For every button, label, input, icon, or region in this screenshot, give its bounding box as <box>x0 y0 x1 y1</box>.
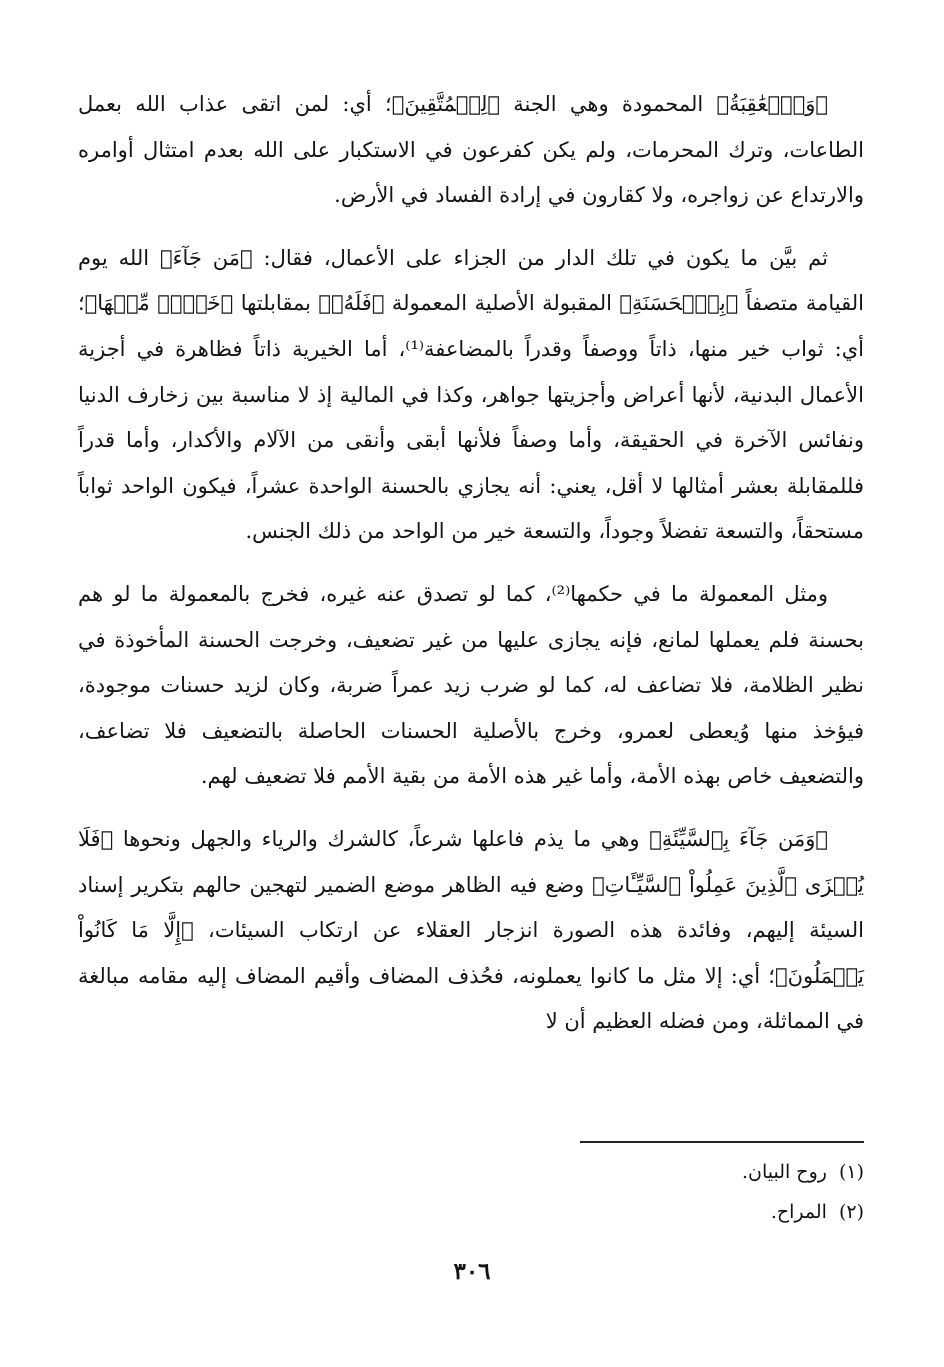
footnote-text: روح البيان. <box>741 1161 827 1183</box>
paragraph-3: ومثل المعمولة ما في حكمها⁽²⁾، كما لو تصدق عنه غيره، فخرج بالمعمولة ما لو هم بحسنة فلم يعملها لمانع، فإنه يجازى عليها من غير تضعيف، وخرجت الحسنة المأخوذة في نظير الظلامة، فلا تضاعف له، كما لو ضرب زيد عمراً ضربة، وكان لزيد حسنات موجودة، فيؤخذ منها وُيعطى لعمرو، وخرج بالأصلية الحسنات الحاصلة بالتضعيف فلا تضاعف، والتضعيف خاص بهذه الأمة، وأما غير هذه الأمة من بقية الأمم فلا تضعيف لهم. <box>78 581 865 789</box>
footnote-divider <box>580 1141 864 1143</box>
footnote-number: (٢) <box>838 1201 864 1223</box>
page-number: ٣٠٦ <box>453 1258 491 1285</box>
paragraph-1: ﴿وَٱلۡعَٰقِبَةُ﴾ المحمودة وهي الجنة ﴿لِلۡمُتَّقِينَ﴾؛ أي: لمن اتقى عذاب الله بعمل الطاعات، وترك المحرمات، ولم يكن كفرعون في الاستكبار على الله بعدم امتثال أوامره والارتداع عن زواجره، ولا كقارون في إرادة الفساد في الأرض. <box>78 92 864 208</box>
footnotes <box>78 1152 864 1232</box>
footnote-number: (١) <box>838 1161 864 1183</box>
main-text <box>78 82 864 1062</box>
footnote-text: المراح. <box>770 1201 827 1223</box>
paragraph-4: ﴿وَمَن جَآءَ بِٱلسَّيِّئَةِ﴾ وهي ما يذم فاعلها شرعاً، كالشرك والرياء والجهل ونحوها ﴿فَلَا يُجۡزَى ٱلَّذِينَ عَمِلُواْ ٱلسَّيِّـَٔاتِ﴾ وضع فيه الظاهر موضع الضمير لتهجين حالهم بتكرير إسناد السيئة إليهم، وفائدة هذه الصورة انزجار العقلاء عن ارتكاب السيئات، ﴿إِلَّا مَا كَانُواْ يَعۡمَلُونَ﴾؛ أي: إلا مثل ما كانوا يعملونه، فحُذف المضاف وأقيم المضاف إليه مقامه مبالغة في المماثلة، ومن فضله العظيم أن لا <box>78 826 864 1034</box>
footnote-1 <box>78 1152 864 1192</box>
footnote-2 <box>78 1192 864 1232</box>
paragraph-2: ثم بيَّن ما يكون في تلك الدار من الجزاء على الأعمال، فقال: ﴿مَن جَآءَ﴾ الله يوم القيامة متصفاً ﴿بِٱلۡحَسَنَةِ﴾ المقبولة الأصلية المعمولة ﴿فَلَهُۥ﴾ بمقابلتها ﴿خَيۡرٞ مِّنۡهَا﴾؛ أي: ثواب خير منها، ذاتاً ووصفاً وقدراً بالمضاعفة⁽¹⁾، أما الخيرية ذاتاً فظاهرة في أجزية الأعمال البدنية، لأنها أعراض وأجزيتها جواهر، وكذا في المالية إذ لا مناسبة بين زخارف الدنيا ونفائس الآخرة في الحقيقة، وأما وصفاً فلأنها أبقى وأنقى من الآلام والأكدار، وأما قدراً فللمقابلة بعشر أمثالها لا أقل، يعني: أنه يجازي بالحسنة الواحدة عشراً، فيكون الواحد ثواباً مستحقاً، والتسعة تفضلاً وجوداً، والتسعة خير من الواحد من ذلك الجنس. <box>78 245 865 544</box>
